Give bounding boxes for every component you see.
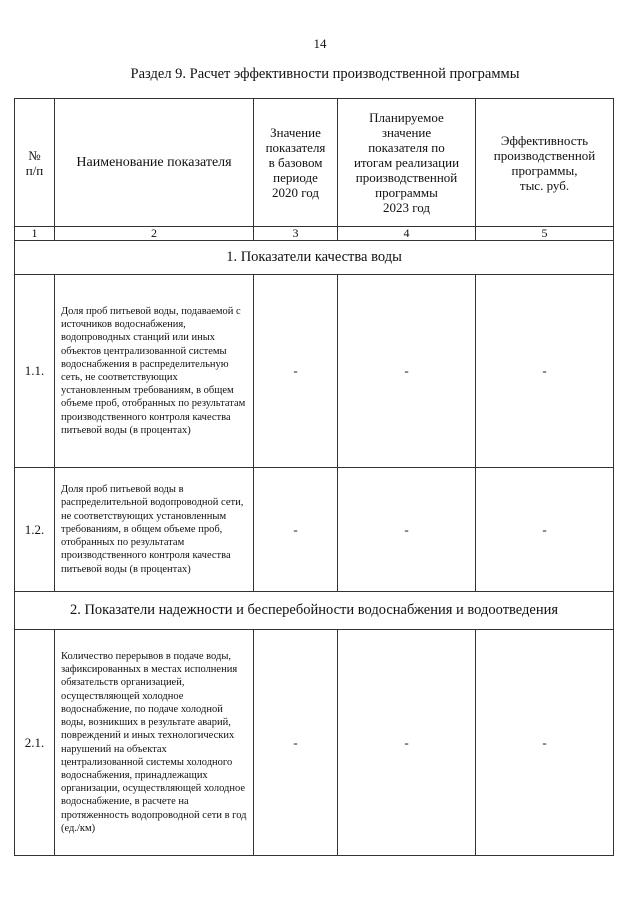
base-value: - [254, 468, 338, 592]
planned-value: - [338, 275, 476, 468]
indicator-name: Количество перерывов в подаче воды, зафиксированных в местах исполнения обязательств организацией, осуществляющей холодное водоснабжение, по подаче холодной воды, возникших в результате аварий, повреждений и иных технологических нарушений на объектах централизованной системы холодного водоснабжения, принадлежащих организации, осуществляющей холодное водоснабжение, в расчете на протяженность водопроводной сети в год (ед./км) [55, 630, 254, 856]
page-number: 14 [313, 36, 327, 51]
col-header-planned-value: Планируемое значение показателя по итогам реализации производственной программы 2023 год [338, 99, 476, 227]
group-title: 2. Показатели надежности и бесперебойности водоснабжения и водоотведения [15, 592, 614, 630]
col-header-number: № п/п [15, 99, 55, 227]
group-title: 1. Показатели качества воды [15, 241, 614, 275]
indicator-name: Доля проб питьевой воды в распределительной водопроводной сети, не соответствующих установленным требованиям, в общем объеме проб, отобранных по результатам производственного контроля качества питьевой воды (в процентах) [55, 468, 254, 592]
group-row-water-quality [15, 241, 614, 275]
column-number: 4 [338, 227, 476, 241]
table-row [15, 630, 614, 856]
table-row [15, 275, 614, 468]
planned-value: - [338, 468, 476, 592]
efficiency-value: - [476, 630, 614, 856]
efficiency-value: - [476, 468, 614, 592]
column-numbers-row [15, 227, 614, 241]
efficiency-value: - [476, 275, 614, 468]
col-header-efficiency: Эффективность производственной программы, тыс. руб. [476, 99, 614, 227]
section-title: Раздел 9. Расчет эффективности производственной программы [130, 66, 520, 82]
planned-value: - [338, 630, 476, 856]
row-number: 2.1. [15, 630, 55, 856]
column-number: 5 [476, 227, 614, 241]
base-value: - [254, 630, 338, 856]
row-number: 1.1. [15, 275, 55, 468]
col-header-name: Наименование показателя [55, 99, 254, 227]
group-row-reliability [15, 592, 614, 630]
row-number: 1.2. [15, 468, 55, 592]
table-header-row [15, 99, 614, 227]
indicator-name: Доля проб питьевой воды, подаваемой с источников водоснабжения, водопроводных станций или иных объектов централизованной системы водоснабжения в распределительную сеть, не соответствующих установленным требованиям, в общем объеме проб, отобранных по результатам производственного контроля качества питьевой воды (в процентах) [55, 275, 254, 468]
indicators-table [14, 98, 614, 856]
col-header-base-value: Значение показателя в базовом периоде 2020 год [254, 99, 338, 227]
column-number: 3 [254, 227, 338, 241]
table-row [15, 468, 614, 592]
column-number: 2 [55, 227, 254, 241]
base-value: - [254, 275, 338, 468]
column-number: 1 [15, 227, 55, 241]
